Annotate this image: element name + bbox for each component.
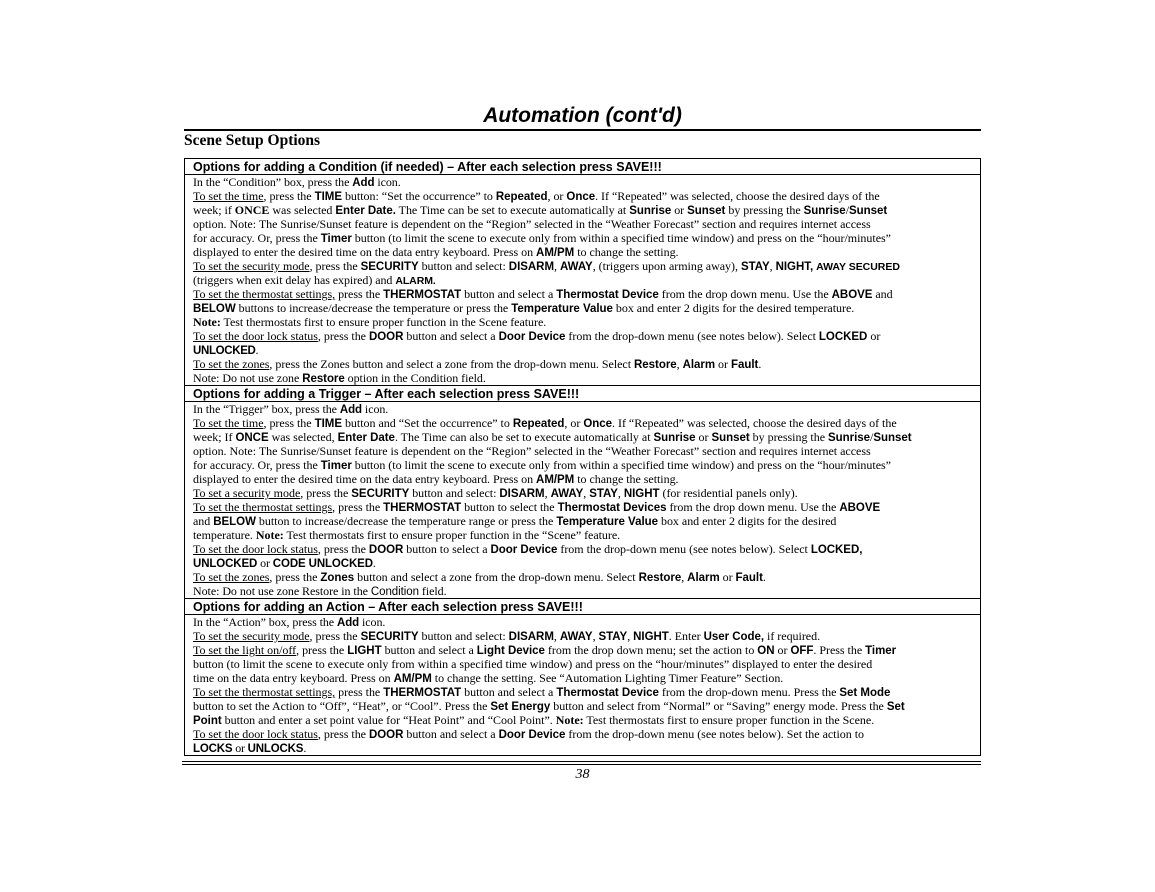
text: or (695, 430, 712, 444)
text: STAY (598, 631, 628, 643)
text: Note: (193, 315, 221, 329)
text: , press the (263, 189, 315, 203)
text: DOOR (368, 729, 404, 741)
text: Temperature Value (556, 516, 658, 528)
text-line (193, 217, 980, 231)
text: or (232, 741, 248, 755)
text: Note: (555, 713, 584, 727)
text-line (193, 259, 980, 273)
text-line (193, 486, 980, 500)
text: Set Energy (490, 701, 551, 713)
condition-header: Options for adding a Condition (if needed) – After each selection press SAVE!!! (185, 159, 980, 175)
text: SECURITY (351, 488, 410, 500)
text: option in the Condition field. (344, 371, 486, 385)
text: Thermostat Device (556, 687, 659, 699)
text-line (193, 472, 980, 486)
text: . (303, 741, 307, 755)
text: button to increase/decrease the temperature range or press the (255, 514, 557, 528)
text: or (257, 556, 273, 570)
text: STAY (589, 488, 618, 500)
text: To set the security mode (193, 259, 310, 273)
text: AWAY SECURED (816, 261, 900, 273)
text: , press the (300, 486, 352, 500)
text-line (193, 699, 980, 713)
text: Sunset (849, 205, 888, 217)
text-line (193, 741, 980, 755)
text: BELOW (193, 303, 236, 315)
text: Test thermostats first to ensure proper function in the “Scene” feature. (283, 528, 621, 542)
text: OFF (790, 645, 814, 657)
text: time on the data entry keyboard. Press on (193, 671, 394, 685)
text: to change the setting. See “Automation Lighting Timer Feature” Section. (431, 671, 784, 685)
text: button and select a (461, 287, 557, 301)
text: SECURITY (360, 261, 419, 273)
text: (triggers when exit delay has expired) and (193, 273, 396, 287)
text: , press the Zones button and select a zone from the drop-down menu. Select (269, 357, 635, 371)
text: button and select a (381, 643, 477, 657)
text: UNLOCKED (193, 558, 258, 570)
text: Fault (735, 572, 763, 584)
text: ON (757, 645, 775, 657)
text: , (681, 570, 688, 584)
text: , press the (309, 259, 361, 273)
text: to change the setting. (574, 472, 679, 486)
text: ALARM. (395, 275, 436, 287)
text: Door Device (490, 544, 558, 556)
text: and (872, 287, 893, 301)
text: , press the (269, 570, 321, 584)
action-body (185, 615, 980, 755)
text: . (758, 357, 762, 371)
text: (for residential panels only). (659, 486, 798, 500)
text-line (193, 357, 980, 371)
text: BELOW (213, 516, 256, 528)
text: To set the time (193, 416, 264, 430)
text: AWAY (559, 631, 593, 643)
text: , (617, 486, 624, 500)
text: or (671, 203, 688, 217)
text: STAY (740, 261, 770, 273)
text: or (719, 570, 736, 584)
text: . If “Repeated” was selected, choose the desired days of the (595, 189, 880, 203)
text: AM/PM (536, 474, 575, 486)
text: / (845, 203, 849, 217)
text-line (193, 657, 980, 671)
text: Add (352, 177, 375, 189)
text: / (870, 430, 874, 444)
text: Set Mode (839, 687, 891, 699)
text: icon. (359, 615, 386, 629)
text: button to select the (461, 500, 558, 514)
text-line (193, 402, 980, 416)
text: Repeated (495, 191, 548, 203)
text: press the (335, 685, 384, 699)
text-line (193, 343, 980, 357)
text-line (193, 430, 980, 444)
text: To set the door lock status (193, 542, 318, 556)
text: Restore (638, 572, 682, 584)
text: LOCKED (818, 331, 868, 343)
text: was selected, (268, 430, 338, 444)
text: , (676, 357, 683, 371)
text: ABOVE (831, 289, 873, 301)
text: ONCE (235, 432, 269, 444)
text-line (193, 615, 980, 629)
text: . The Time can also be set to execute automatically at (394, 430, 654, 444)
text-line (193, 273, 980, 287)
text: Add (339, 404, 362, 416)
text: button and select a (403, 329, 499, 343)
text: button and enter a set point value for “Heat Point” and “Cool Point”. (221, 713, 556, 727)
text: CODE UNLOCKED (272, 558, 373, 570)
text: Point (193, 715, 222, 727)
text: Timer (320, 460, 352, 472)
text: Timer (320, 233, 352, 245)
text: Sunset (687, 205, 726, 217)
text: icon. (362, 402, 389, 416)
text-line (193, 189, 980, 203)
text: button and select: (418, 259, 509, 273)
text: button and select: (409, 486, 500, 500)
text: Restore (634, 359, 677, 371)
text: button to select a (403, 542, 491, 556)
text: icon. (374, 175, 401, 189)
text: button and select a zone from the drop-down menu. Select (354, 570, 639, 584)
text: button and select a (461, 685, 557, 699)
text: by pressing the (749, 430, 828, 444)
text: button (to limit the scene to execute only from within a specified time window) and press on the “hour/minutes” (351, 231, 891, 245)
text: , (769, 259, 776, 273)
text-line (193, 556, 980, 570)
section-title: Scene Setup Options (184, 132, 321, 149)
text-line (193, 685, 980, 699)
text-line (193, 458, 980, 472)
text-line (193, 584, 980, 598)
text: . Press the (813, 643, 866, 657)
text: AM/PM (393, 673, 432, 685)
text: button: “Set the occurrence” to (341, 189, 496, 203)
text: Sunset (711, 432, 750, 444)
text-line (193, 542, 980, 556)
text: , or (564, 416, 584, 430)
text: Once (583, 418, 613, 430)
text-line (193, 727, 980, 741)
text: LOCKED, (810, 544, 863, 556)
text: option. Note: The Sunrise/Sunset feature is dependent on the “Region” selected in the “Weather Forecast” section and requires internet access (193, 444, 871, 458)
text: UNLOCKED (193, 345, 256, 357)
footer-rule (182, 761, 981, 762)
text: Fault (730, 359, 759, 371)
text: button and select from “Normal” or “Saving” energy mode. Press the (550, 699, 887, 713)
condition-body (185, 175, 980, 386)
text: Test thermostats first to ensure proper function in the Scene feature. (220, 315, 547, 329)
text: Repeated (512, 418, 565, 430)
text: if required. (764, 629, 821, 643)
text: THERMOSTAT (383, 502, 462, 514)
text: In the “Trigger” box, press the (193, 402, 340, 416)
text: LIGHT (347, 645, 382, 657)
text: press the (335, 287, 384, 301)
text: DOOR (368, 544, 404, 556)
text: Alarm (687, 572, 720, 584)
text: To set a security mode (193, 486, 301, 500)
action-header: Options for adding an Action – After each selection press SAVE!!! (185, 599, 980, 615)
text: To set the thermostat settings (193, 500, 333, 514)
text-line (193, 416, 980, 430)
text: To set the light on/off (193, 643, 297, 657)
text-line (193, 245, 980, 259)
text: for accuracy. Or, press the (193, 231, 321, 245)
page-number: 38 (575, 767, 590, 782)
text: buttons to increase/decrease the temperature or press the (235, 301, 512, 315)
text: displayed to enter the desired time on the data entry keyboard. Press on (193, 472, 537, 486)
text-line (193, 528, 980, 542)
text-line (193, 444, 980, 458)
text-line (193, 301, 980, 315)
text: from the drop-down menu (see notes below). Select (557, 542, 811, 556)
text: Sunrise (828, 432, 871, 444)
text: , press the (263, 416, 315, 430)
text: . (762, 570, 766, 584)
text: , press the (309, 629, 361, 643)
text: Thermostat Devices (557, 502, 667, 514)
text: . Enter (668, 629, 704, 643)
text: button and “Set the occurrence” to (341, 416, 513, 430)
text: To set the door lock status (193, 727, 318, 741)
text: by pressing the (725, 203, 804, 217)
text: Temperature Value (511, 303, 613, 315)
text: THERMOSTAT (383, 687, 462, 699)
text: Sunset (873, 432, 912, 444)
text-line (193, 231, 980, 245)
text: to change the setting. (574, 245, 679, 259)
text: DISARM (508, 631, 554, 643)
text: , (554, 259, 560, 273)
text: , (627, 629, 634, 643)
text: UNLOCKS (247, 743, 304, 755)
text-line (193, 315, 980, 329)
text: , press the (296, 643, 348, 657)
text-line (193, 713, 980, 727)
text: User Code, (703, 631, 765, 643)
options-table (184, 158, 981, 756)
text: Restore (302, 373, 345, 385)
text: Note: Do not use zone (193, 371, 303, 385)
text: SECURITY (360, 631, 419, 643)
text: , press the (332, 500, 384, 514)
text: To set the door lock status (193, 329, 318, 343)
text-line (193, 629, 980, 643)
text: In the “Condition” box, press the (193, 175, 353, 189)
text: Timer (865, 645, 897, 657)
text-line (193, 643, 980, 657)
text: ABOVE (839, 502, 881, 514)
text: button (to limit the scene to execute only from within a specified time window) and press on the “hour/minutes” displayed to enter the desired (193, 657, 873, 671)
text: AWAY (550, 488, 584, 500)
trigger-body (185, 402, 980, 599)
text: Enter Date. (335, 205, 396, 217)
text: or (774, 643, 791, 657)
text: AM/PM (536, 247, 575, 259)
text: NIGHT (623, 488, 660, 500)
text: NIGHT, (775, 261, 814, 273)
text: , (544, 486, 551, 500)
text: Light Device (476, 645, 545, 657)
text: from the drop-down menu (see notes below). Select (565, 329, 819, 343)
text: TIME (314, 418, 342, 430)
page-title: Automation (cont'd) (483, 104, 682, 127)
text: , or (547, 189, 567, 203)
text: field. (418, 584, 447, 598)
title-rule (184, 129, 981, 131)
text: To set the thermostat settings, (193, 685, 336, 699)
text-line (193, 514, 980, 528)
text: Set (886, 701, 905, 713)
text: Sunrise (629, 205, 672, 217)
text: Once (566, 191, 596, 203)
text: and (193, 514, 214, 528)
text: NIGHT (633, 631, 669, 643)
text: , (592, 629, 599, 643)
text-line (193, 329, 980, 343)
text: box and enter 2 digits for the desired temperature. (612, 301, 855, 315)
text: from the drop down menu; set the action to (544, 643, 758, 657)
text: Alarm (682, 359, 716, 371)
text: In the “Action” box, press the (193, 615, 337, 629)
text: button and select a (403, 727, 499, 741)
text: To set the security mode (193, 629, 310, 643)
text: The Time can be set to execute automatically at (395, 203, 630, 217)
text: or (867, 329, 881, 343)
text: was selected (269, 203, 336, 217)
text-line (193, 203, 980, 217)
text: or (715, 357, 731, 371)
text: ONCE (234, 203, 270, 217)
text: week; if (193, 203, 235, 217)
text-line (193, 671, 980, 685)
text: temperature. (193, 528, 256, 542)
text: DOOR (368, 331, 404, 343)
text: Add (336, 617, 360, 629)
text: To set the time (193, 189, 264, 203)
text: displayed to enter the desired time on the data entry keyboard. Press on (193, 245, 537, 259)
text: AWAY (559, 261, 593, 273)
text: from the drop-down menu (see notes below). Set the action to (565, 727, 865, 741)
text: from the drop down menu. Use the (658, 287, 832, 301)
text: week; If (193, 430, 236, 444)
trigger-header: Options for adding a Trigger – After each selection press SAVE!!! (185, 386, 980, 402)
text: , press the (317, 727, 369, 741)
text: , (583, 486, 590, 500)
text: LOCKS (193, 743, 233, 755)
text: To set the thermostat settings, (193, 287, 336, 301)
text-line (193, 500, 980, 514)
text: option. Note: The Sunrise/Sunset feature is dependent on the “Region” selected in the “Weather Forecast” section and requires internet access (193, 217, 871, 231)
text: Note: (255, 528, 284, 542)
text: Sunrise (653, 432, 696, 444)
text: , press the (317, 542, 369, 556)
text: To set the zones (193, 570, 270, 584)
text-line (193, 371, 980, 385)
text: Test thermostats first to ensure proper function in the Scene. (583, 713, 875, 727)
text: , (triggers upon arming away), (592, 259, 741, 273)
footer-rule (182, 764, 981, 765)
text: button and select: (418, 629, 509, 643)
text: To set the zones (193, 357, 270, 371)
text: , (553, 629, 560, 643)
text: from the drop down menu. Use the (666, 500, 840, 514)
text: DISARM (499, 488, 545, 500)
text: Thermostat Device (556, 289, 659, 301)
text: button (to limit the scene to execute only from within a specified time window) and press on the “hour/minutes” (351, 458, 891, 472)
text: . If “Repeated” was selected, choose the desired days of the (612, 416, 897, 430)
text: Zones (320, 572, 355, 584)
text: Note: Do not use zone Restore in the (193, 584, 371, 598)
text: Condition (370, 586, 419, 598)
text-line (193, 287, 980, 301)
text-line (193, 570, 980, 584)
text: , press the (317, 329, 369, 343)
text: . (255, 343, 259, 357)
text: box and enter 2 digits for the desired (658, 514, 837, 528)
text: from the drop-down menu. Press the (658, 685, 840, 699)
text: Door Device (498, 331, 566, 343)
text-line (193, 175, 980, 189)
text: THERMOSTAT (383, 289, 462, 301)
text: TIME (314, 191, 342, 203)
text: DISARM (508, 261, 555, 273)
text: for accuracy. Or, press the (193, 458, 321, 472)
text: Sunrise (803, 205, 846, 217)
text: Enter Date (337, 432, 395, 444)
text: Door Device (498, 729, 566, 741)
text: button to set the Action to “Off”, “Heat”, or “Cool”. Press the (193, 699, 491, 713)
text: . (372, 556, 376, 570)
